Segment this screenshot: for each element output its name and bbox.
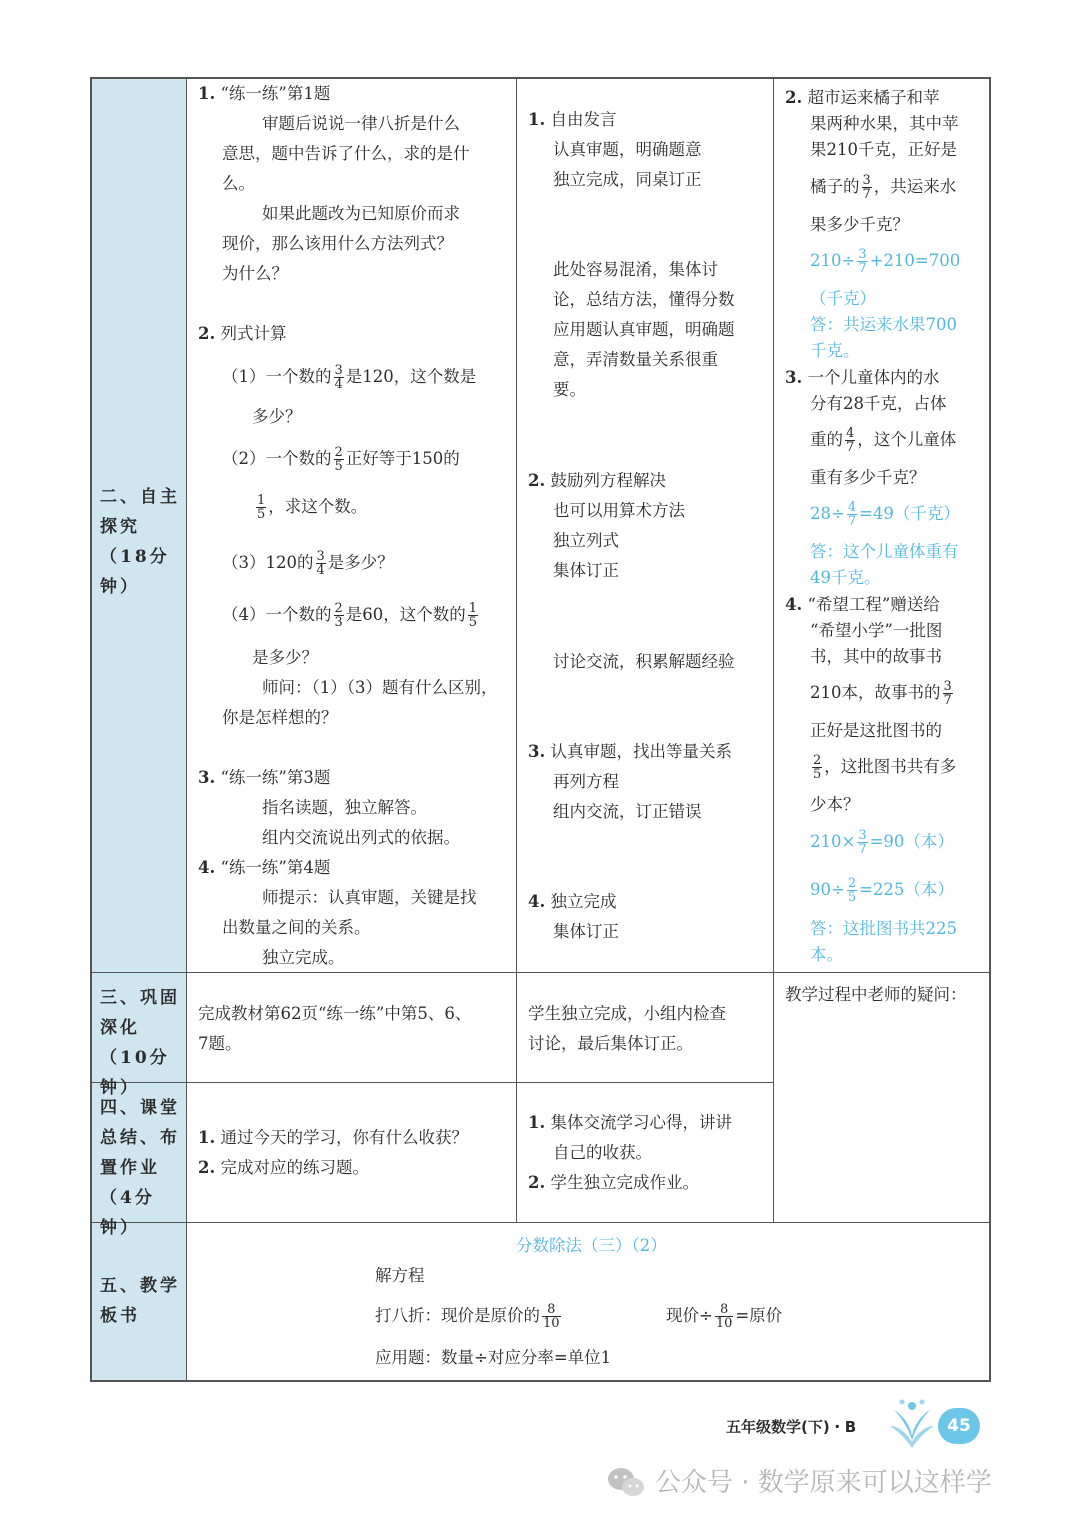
problem-4: （4）一个数的 $\frac{2}{3}$ 是60，这个数的 $\frac{1}{5}$ <box>222 601 478 630</box>
exercise-answer: 答：这个儿童体重有 <box>810 542 959 561</box>
student-text: 独立完成，同桌订正 <box>553 170 702 189</box>
stage-label-2: 二、自主探究（18分钟） <box>100 487 180 597</box>
fraction-3-7: $\frac{3}{7}$ <box>862 173 871 202</box>
fraction-8-10: $\frac{8}{10}$ <box>543 1302 560 1331</box>
teacher-text: 现价，那么该用什么方法列式？ <box>222 234 453 253</box>
exercise-answer: 答：这批图书共225 <box>810 919 957 938</box>
teacher-text: 是多少？ <box>252 648 318 667</box>
board-line-3: 应用题：数量÷对应分率=单位1 <box>375 1348 612 1367</box>
fraction-3-4: $\frac{3}{4}$ <box>316 549 325 578</box>
fraction-3-7: $\frac{3}{7}$ <box>943 679 952 708</box>
fraction-8-10: $\frac{8}{10}$ <box>715 1302 733 1331</box>
exercise-text: 正好是这批图书的 <box>810 721 942 740</box>
teacher-text: 么。 <box>222 174 255 193</box>
stage-label-4: 四、课堂总结、布置作业（4分钟） <box>100 1098 180 1238</box>
exercise-answer: 210÷ $\frac{3}{7}$ +210=700 <box>810 247 961 276</box>
teacher-text: 为什么？ <box>222 264 288 283</box>
fraction-3-7: $\frac{3}{7}$ <box>858 828 867 857</box>
exercise-text: 210本，故事书的 $\frac{3}{7}$ <box>810 679 952 708</box>
teacher-item-4-title: 4. “练一练”第4题 <box>198 858 331 877</box>
exercise-answer: 本。 <box>810 945 843 964</box>
board-line-2: 打八折：现价是原价的 $\frac{8}{10}$ <box>375 1302 560 1331</box>
exercise-answer: （千克） <box>810 289 876 308</box>
student-text: 认真审题，明确题意 <box>553 140 702 159</box>
col-divider-1 <box>516 77 517 1222</box>
summary-item-1: 1. 通过今天的学习，你有什么收获？ <box>198 1128 468 1147</box>
exercise-text: 果210千克，正好是 <box>810 140 957 159</box>
fraction-3-4: $\frac{3}{4}$ <box>334 363 343 392</box>
board-line-2-formula: 现价÷ $\frac{8}{10}$ =原价 <box>666 1302 783 1331</box>
student-item-4-title: 4. 独立完成 <box>528 892 617 911</box>
consolidate-task: 7题。 <box>198 1034 242 1053</box>
teacher-text: 师提示：认真审题，关键是找 <box>262 888 477 907</box>
summary-student-1: 1. 集体交流学习心得，讲讲 <box>528 1113 732 1132</box>
student-text: 组内交流，订正错误 <box>553 802 702 821</box>
exercise-answer: 28÷ $\frac{4}{7}$ =49（千克） <box>810 500 960 529</box>
exercise-answer: 49千克。 <box>810 568 881 587</box>
teacher-item-1-title: 1. “练一练”第1题 <box>198 84 331 103</box>
exercise-2-title: 2. 超市运来橘子和苹 <box>785 88 940 107</box>
exercise-answer: 90÷ $\frac{2}{5}$ =225（本） <box>810 876 954 905</box>
student-text: 集体订正 <box>553 561 619 580</box>
student-note: 应用题认真审题，明确题 <box>553 320 735 339</box>
stage-divider <box>186 77 187 1382</box>
student-note: 此处容易混淆，集体讨 <box>553 260 718 279</box>
summary-item-2: 2. 完成对应的练习题。 <box>198 1158 369 1177</box>
stage-label-3: 三、巩固深化（10分钟） <box>100 988 180 1098</box>
teacher-text: 你是怎样想的？ <box>222 708 338 727</box>
exercise-text: 橘子的 $\frac{3}{7}$ ，共运来水 <box>810 173 957 202</box>
book-title: 五年级数学(下)・B <box>726 1418 857 1436</box>
teacher-text: 如果此题改为已知原价而求 <box>262 204 460 223</box>
row-divider-3 <box>90 1222 991 1223</box>
teacher-doubt-label: 教学过程中老师的疑问： <box>785 985 967 1004</box>
problem-1: （1）一个数的 $\frac{3}{4}$ 是120，这个数是 <box>222 363 477 392</box>
wechat-icon <box>606 1466 646 1500</box>
student-item-2-title: 2. 鼓励列方程解决 <box>528 471 666 490</box>
exercise-text: “希望小学”一批图 <box>810 621 943 640</box>
exercise-answer: 210× $\frac{3}{7}$ =90（本） <box>810 828 954 857</box>
student-note: 意，弄清数量关系很重 <box>553 350 718 369</box>
fraction-3-7: $\frac{3}{7}$ <box>858 247 867 276</box>
teacher-text: 意思，题中告诉了什么，求的是什 <box>222 144 470 163</box>
table-border-left <box>90 77 92 1382</box>
consolidate-student: 学生独立完成，小组内检查 <box>528 1004 726 1023</box>
student-item-1-title: 1. 自由发言 <box>528 110 617 129</box>
board-line-1: 解方程 <box>375 1266 425 1285</box>
exercise-answer: 千克。 <box>810 341 860 360</box>
fraction-4-7: $\frac{4}{7}$ <box>847 500 857 529</box>
exercise-text: 果多少千克？ <box>810 215 909 234</box>
problem-3: （3）120的 $\frac{3}{4}$ 是多少？ <box>222 549 394 578</box>
exercise-text: $\frac{2}{5}$ ，这批图书共有多 <box>813 753 957 782</box>
fraction-1-5: $\frac{1}{5}$ <box>257 493 266 522</box>
row-divider-2 <box>90 1082 774 1083</box>
student-text: 也可以用算术方法 <box>553 501 685 520</box>
watermark-text: 公众号 · 数学原来可以这样学 <box>655 1468 992 1498</box>
summary-student-1-cont: 自己的收获。 <box>553 1143 652 1162</box>
summary-student-2: 2. 学生独立完成作业。 <box>528 1173 699 1192</box>
exercise-text: 分有28千克，占体 <box>810 394 947 413</box>
teacher-text: 审题后说说一律八折是什么 <box>262 114 460 133</box>
page-number-badge: 45 <box>938 1408 980 1444</box>
exercise-text: 书，其中的故事书 <box>810 647 942 666</box>
exercise-text: 重有多少千克？ <box>810 468 926 487</box>
teacher-item-3-title: 3. “练一练”第3题 <box>198 768 331 787</box>
fraction-2-3: $\frac{2}{3}$ <box>334 601 343 630</box>
fraction-2-5: $\frac{2}{5}$ <box>334 445 343 474</box>
student-note: 要。 <box>553 380 586 399</box>
student-item-3-title: 3. 认真审题，找出等量关系 <box>528 742 732 761</box>
fraction-1-5: $\frac{1}{5}$ <box>468 601 478 630</box>
student-text: 讨论交流，积累解题经验 <box>553 652 735 671</box>
student-text: 独立列式 <box>553 531 619 550</box>
consolidate-task: 完成教材第62页“练一练”中第5、6、 <box>198 1004 472 1023</box>
student-note: 论，总结方法，懂得分数 <box>553 290 735 309</box>
teacher-text: 组内交流说出列式的依据。 <box>262 828 460 847</box>
exercise-text: 少本？ <box>810 795 860 814</box>
fraction-2-5: $\frac{2}{5}$ <box>813 753 822 782</box>
exercise-answer: 答：共运来水果700 <box>810 315 957 334</box>
exercise-4-title: 4. “希望工程”赠送给 <box>785 595 940 614</box>
board-title: 分数除法（三）（2） <box>516 1236 667 1255</box>
teacher-text: 独立完成。 <box>262 948 345 967</box>
student-text: 再列方程 <box>553 772 619 791</box>
fraction-4-7: $\frac{4}{7}$ <box>846 426 855 455</box>
table-border-right <box>989 77 991 1382</box>
row-divider-1 <box>90 972 991 973</box>
teacher-text: 师问：（1）（3）题有什么区别， <box>262 678 498 697</box>
teacher-text: 出数量之间的关系。 <box>222 918 371 937</box>
problem-2: （2）一个数的 $\frac{2}{5}$ 正好等于150的 <box>222 445 460 474</box>
fraction-2-5: $\frac{2}{5}$ <box>847 876 857 905</box>
table-border-top <box>90 77 991 79</box>
table-border-bottom <box>90 1380 991 1382</box>
problem-2-cont: $\frac{1}{5}$ ，求这个数。 <box>257 493 368 522</box>
consolidate-student: 讨论，最后集体订正。 <box>528 1034 693 1053</box>
stage-label-5: 五、教学板书 <box>100 1276 180 1326</box>
book-logo-icon <box>884 1396 940 1452</box>
teacher-text: 指名读题，独立解答。 <box>262 798 427 817</box>
teacher-text: 多少？ <box>252 407 302 426</box>
exercise-text: 果两种水果，其中苹 <box>810 114 959 133</box>
exercise-3-title: 3. 一个儿童体内的水 <box>785 368 940 387</box>
col-divider-2 <box>773 77 774 1222</box>
teacher-item-2-title: 2. 列式计算 <box>198 324 287 343</box>
student-text: 集体订正 <box>553 922 619 941</box>
exercise-text: 重的 $\frac{4}{7}$ ，这个儿童体 <box>810 426 957 455</box>
